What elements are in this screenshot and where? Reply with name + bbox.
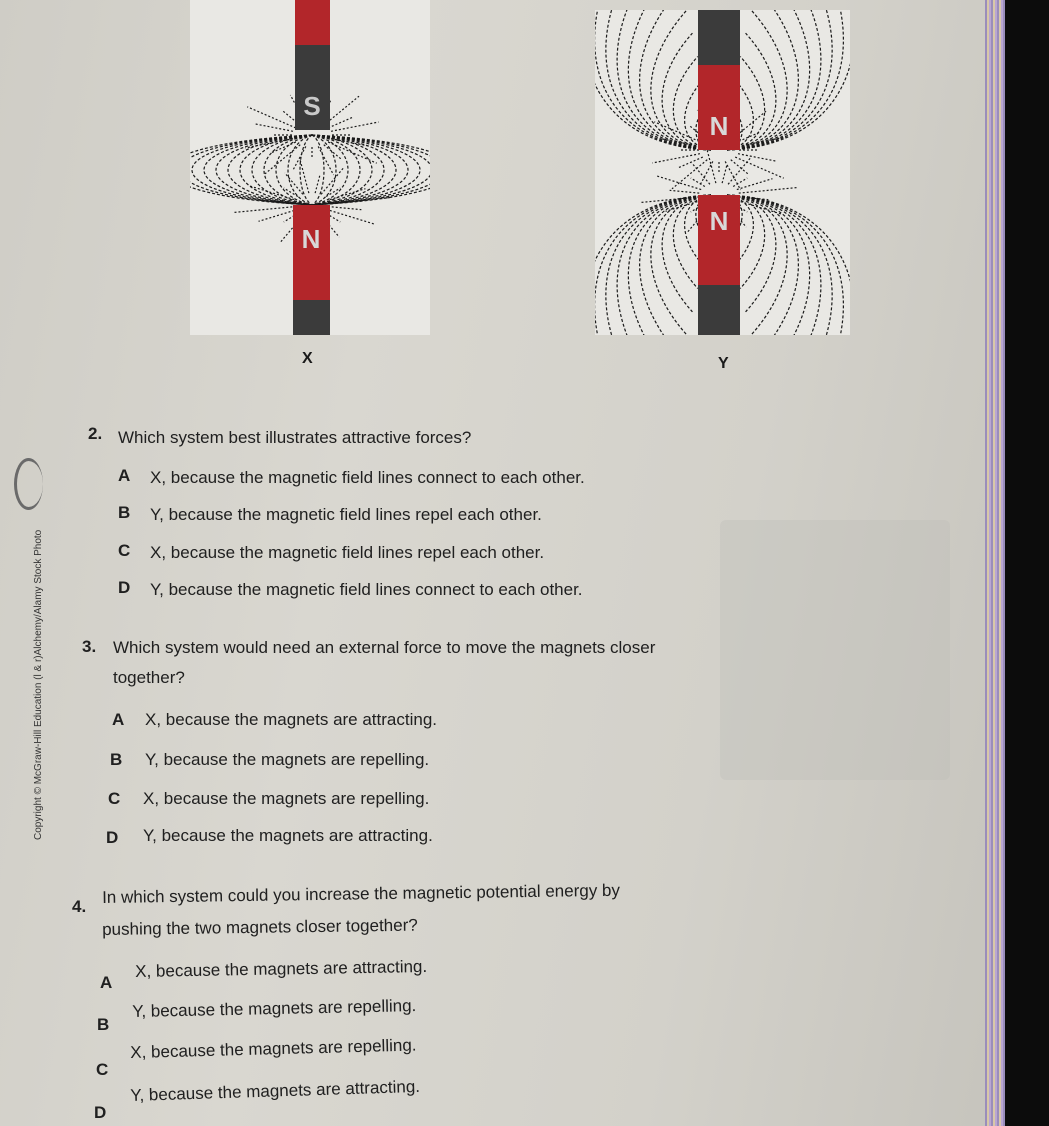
question-text-line-2: together? [113, 668, 185, 687]
question-text: In which system could you increase the magnetic potential energy by [102, 880, 621, 907]
question-number: 4. [72, 897, 87, 916]
option-letter: D [106, 828, 119, 847]
option-text[interactable]: Y, because the magnets are attracting. [130, 1076, 421, 1105]
pole-label-y-bottom: N [709, 206, 729, 236]
option-text[interactable]: Y, because the magnetic field lines repel each other. [150, 505, 542, 524]
option-letter: B [110, 750, 123, 769]
option-text[interactable]: X, because the magnetic field lines repel each other. [150, 543, 545, 562]
show-through-shadow [720, 520, 950, 780]
pole-label-y-top: N [709, 111, 729, 141]
question-number: 2. [88, 424, 103, 443]
option-text[interactable]: Y, because the magnetic field lines connect to each other. [150, 580, 583, 599]
figure-y-magnets-repelling [595, 10, 850, 335]
option-text[interactable]: X, because the magnets are repelling. [143, 789, 430, 808]
option-text[interactable]: Y, because the magnets are repelling. [145, 750, 430, 769]
option-letter: B [118, 503, 131, 522]
figure-y-label: Y [718, 355, 729, 372]
option-letter: C [118, 541, 131, 560]
pole-label-x-bottom: N [301, 224, 321, 254]
page-edges [985, 0, 1005, 1126]
option-letter: D [94, 1103, 107, 1122]
figure-x-magnets-attracting [190, 0, 430, 335]
question-text: Which system would need an external force to move the magnets closer [113, 638, 656, 657]
option-text[interactable]: X, because the magnets are repelling. [130, 1035, 417, 1062]
figure-x-label: X [302, 350, 313, 367]
option-letter: B [97, 1015, 110, 1034]
pole-label-x-top: S [303, 91, 321, 121]
option-letter: A [112, 710, 125, 729]
option-letter: A [100, 973, 113, 992]
option-text[interactable]: X, because the magnets are attracting. [135, 956, 428, 981]
option-text[interactable]: X, because the magnets are attracting. [145, 710, 438, 729]
figure-x-image [190, 0, 430, 335]
question-text: Which system best illustrates attractive forces? [118, 428, 472, 447]
option-text[interactable]: Y, because the magnets are repelling. [132, 996, 417, 1021]
option-letter: C [96, 1060, 109, 1079]
option-letter: A [118, 466, 131, 485]
question-text-line-2: pushing the two magnets closer together? [102, 915, 418, 939]
option-letter: C [108, 789, 121, 808]
figure-y-image [595, 10, 850, 335]
option-letter: D [118, 578, 131, 597]
background-edge [1005, 0, 1049, 1126]
binder-ring [14, 458, 43, 510]
option-text[interactable]: Y, because the magnets are attracting. [143, 826, 433, 845]
question-number: 3. [82, 637, 97, 656]
option-text[interactable]: X, because the magnetic field lines connect to each other. [150, 468, 585, 487]
copyright-notice: Copyright © McGraw-Hill Education (l & r)Alchemy/Alamy Stock Photo [33, 529, 44, 840]
